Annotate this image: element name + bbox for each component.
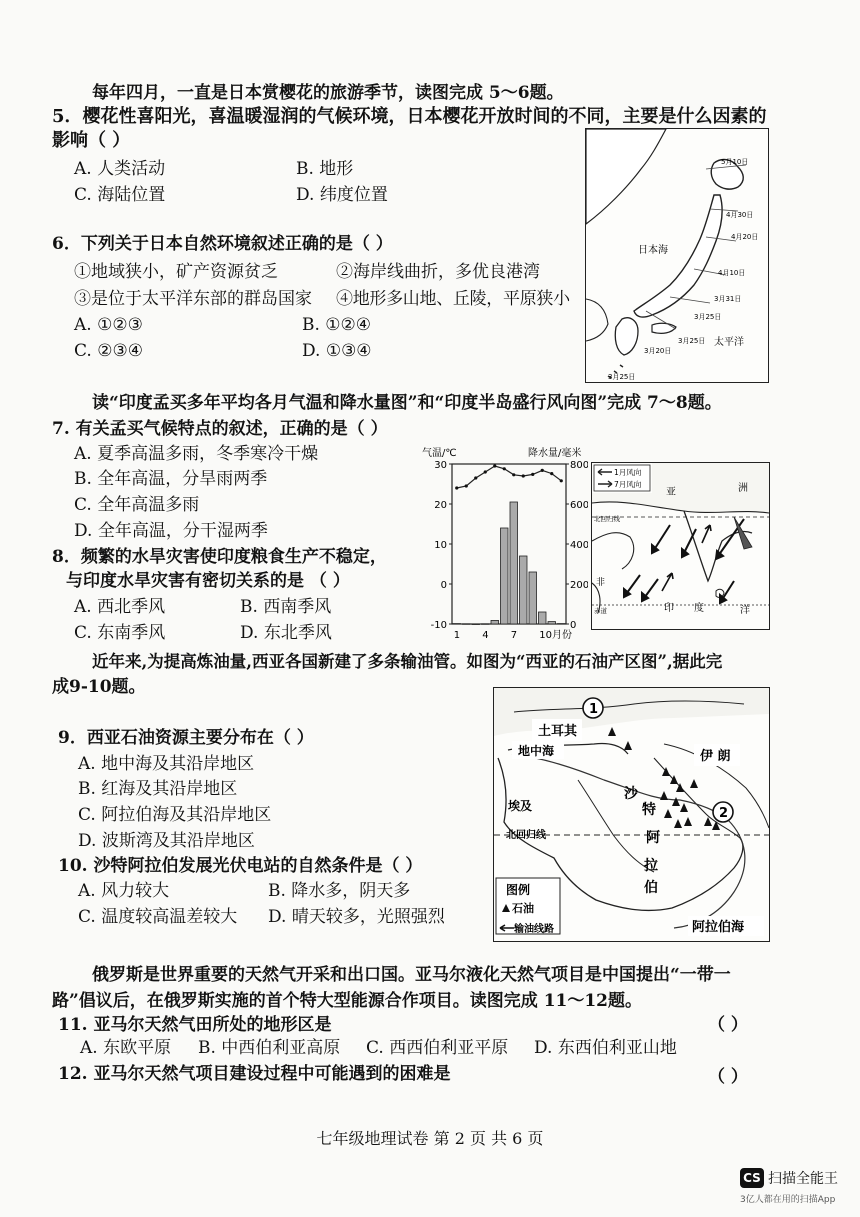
q8-stem-line1: 8．频繁的水旱灾害使印度粮食生产不稳定， <box>52 547 387 567</box>
legend-jul: 7月风向 <box>614 480 642 489</box>
left-axis-label: 气温/℃ <box>422 448 457 459</box>
q12-answer-blank[interactable]: （ ） <box>708 1067 748 1087</box>
precip-bar <box>482 624 490 625</box>
q9-stem: 9．西亚石油资源主要分布在（ ） <box>58 728 314 748</box>
asia-coastline <box>586 129 666 224</box>
intro-russia-line1: 俄罗斯是世界重要的天然气开采和出口国。亚马尔液化天然气项目是中国提出“一带一 <box>92 965 731 985</box>
temp-point <box>484 470 487 473</box>
left-tick-label: 0 <box>440 580 447 591</box>
q5-option-a: A. 人类活动 <box>74 159 166 179</box>
date-label: 4月10日 <box>718 269 746 277</box>
legend-jan: 1月风向 <box>614 468 642 477</box>
q12-stem: 12. 亚马尔天然气项目建设过程中可能遇到的困难是 <box>58 1064 451 1084</box>
precip-bar <box>529 572 537 624</box>
q6-option-c: C. ②③④ <box>74 341 143 361</box>
date-label: 3月31日 <box>714 295 742 303</box>
temp-point <box>474 476 477 479</box>
intro-westasia-line1: 近年来,为提高炼油量,西亚各国新建了多条输油管。如图为“西亚的石油产区图”,据此完 <box>92 652 723 671</box>
q5-option-d: D. 纬度位置 <box>296 185 388 205</box>
sea-of-japan-label: 日本海 <box>638 245 668 256</box>
q6-option-b: B. ①②④ <box>302 315 372 335</box>
q7-option-c: C. 全年高温多雨 <box>74 495 200 515</box>
q7-stem: 7. 有关孟买气候特点的叙述，正确的是（ ） <box>52 419 388 439</box>
right-tick-label: 400 <box>570 540 588 551</box>
q10-option-d: D. 晴天较多，光照强烈 <box>268 907 445 927</box>
q11-stem: 11. 亚马尔天然气田所处的地形区是 <box>58 1015 332 1035</box>
summer-wind-arrows <box>662 525 711 591</box>
intro-sakura: 每年四月，一直是日本赏樱花的旅游季节，读图完成 5～6题。 <box>92 83 564 103</box>
ocean-label-3: 洋 <box>740 605 750 616</box>
x-tick-label: 10月份 <box>539 630 572 641</box>
temperature-line <box>457 466 562 488</box>
q11-option-b: B. 中西伯利亚高原 <box>198 1038 341 1058</box>
x-tick-label: 1 <box>453 630 461 641</box>
q8-option-b: B. 西南季风 <box>240 597 332 617</box>
camscanner-logo-icon: CS <box>740 1168 764 1188</box>
iran-label: 伊 朗 <box>700 749 731 764</box>
left-tick-label: 30 <box>434 460 447 471</box>
date-label: 4月20日 <box>731 233 759 241</box>
q5-option-c: C. 海陆位置 <box>74 185 166 205</box>
q9-option-a: A. 地中海及其沿岸地区 <box>78 754 255 774</box>
date-label: 3月25日 <box>678 337 706 345</box>
arabia-coast <box>592 533 634 569</box>
camscanner-name: 扫描全能王 <box>768 1171 838 1187</box>
q6-statement-2: ②海岸线曲折，多优良港湾 <box>336 262 540 282</box>
legend-pipeline: 输油线路 <box>514 924 554 935</box>
left-tick-label: -10 <box>430 620 447 631</box>
egypt-label: 埃及 <box>508 799 533 813</box>
left-tick-label: 20 <box>434 500 447 511</box>
q7-option-d: D. 全年高温，分干湿两季 <box>74 521 268 541</box>
q11-option-c: C. 西西伯利亚平原 <box>366 1038 509 1058</box>
camscanner-tagline: 3亿人都在用的扫描App <box>740 1195 836 1205</box>
precip-bar <box>463 624 471 625</box>
x-tick-label: 7 <box>510 630 518 641</box>
q9-option-b: B. 红海及其沿岸地区 <box>78 779 238 799</box>
q7-option-a: A. 夏季高温多雨，冬季寒冷干燥 <box>74 444 319 464</box>
plot-frame <box>452 464 566 624</box>
marker-1-label: 1 <box>589 702 599 717</box>
ocean-label-1: 印 <box>664 603 674 614</box>
right-tick-label: 600 <box>570 500 588 511</box>
precip-bar <box>510 502 518 624</box>
date-label: 3月25日 <box>608 373 636 381</box>
precip-bar <box>520 556 528 624</box>
q11-answer-blank[interactable]: （ ） <box>708 1015 748 1035</box>
temp-point <box>550 472 553 475</box>
q6-option-d: D. ①③④ <box>302 341 372 361</box>
turkey-label: 土耳其 <box>538 724 578 739</box>
precip-bar <box>453 624 461 625</box>
precip-bar <box>539 612 547 624</box>
precip-bar <box>472 624 480 625</box>
mumbai-climate-chart <box>418 442 588 642</box>
shikoku <box>652 323 676 333</box>
left-tick-label: 10 <box>434 540 447 551</box>
temp-point <box>531 473 534 476</box>
q6-statement-4: ④地形多山地、丘陵，平原狭小 <box>336 289 570 309</box>
saudi-label-1: 沙 <box>624 786 638 802</box>
intro-india: 读“印度孟买多年平均各月气温和降水量图”和“印度半岛盛行风向图”完成 7～8题。 <box>92 393 722 413</box>
date-label: 3月20日 <box>644 347 672 355</box>
right-axis-label: 降水量/毫米 <box>528 448 582 459</box>
q8-option-a: A. 西北季风 <box>74 597 166 617</box>
honshu <box>634 195 722 317</box>
kyushu <box>615 318 638 355</box>
q5-stem-line1: 5．樱花性喜阳光，喜温暖湿润的气候环境，日本樱花开放时间的不同，主要是什么因素的 <box>52 106 767 127</box>
tropic-label: 北回归线 <box>506 830 546 841</box>
q9-option-c: C. 阿拉伯海及其沿岸地区 <box>78 805 272 825</box>
oil-field-icons <box>608 727 720 830</box>
q6-statement-3: ③是位于太平洋东部的群岛国家 <box>74 289 312 309</box>
continent-label: 洲 <box>738 483 748 494</box>
date-label: 5月10日 <box>721 158 749 166</box>
right-tick-label: 800 <box>570 460 588 471</box>
q5-stem-line2: 影响（ ） <box>52 130 131 151</box>
q10-stem: 10. 沙特阿拉伯发展光伏电站的自然条件是（ ） <box>58 856 423 876</box>
temp-point <box>512 473 515 476</box>
tropic-label: 北回归线 <box>594 515 620 523</box>
q9-option-d: D. 波斯湾及其沿岸地区 <box>78 831 255 851</box>
q11-option-a: A. 东欧平原 <box>80 1038 172 1058</box>
q5-option-b: B. 地形 <box>296 159 354 179</box>
date-label: 4月30日 <box>726 211 754 219</box>
intro-russia-line2: 路”倡议后，在俄罗斯实施的首个特大型能源合作项目。读图完成 11～12题。 <box>52 991 643 1011</box>
west-asia-oil-map <box>493 687 770 942</box>
legend-title: 图例 <box>506 883 531 897</box>
mediterranean-label: 地中海 <box>518 744 555 758</box>
temp-point <box>465 484 468 487</box>
q10-option-c: C. 温度较高温差较大 <box>78 907 238 927</box>
marker-2-label: 2 <box>719 806 729 821</box>
precip-bar <box>501 528 509 624</box>
q6-stem: 6．下列关于日本自然环境叙述正确的是（ ） <box>52 234 393 254</box>
q8-option-d: D. 东北季风 <box>240 623 332 643</box>
page-footer: 七年级地理试卷 第 2 页 共 6 页 <box>316 1129 544 1148</box>
wind-arrows <box>624 519 744 603</box>
intro-westasia-line2: 成9-10题。 <box>52 677 146 697</box>
japan-sakura-map <box>585 128 769 383</box>
equator-label: 赤道 <box>594 607 607 615</box>
q7-option-b: B. 全年高温，分旱雨两季 <box>74 469 268 489</box>
saudi-label-2: 特 <box>642 802 656 818</box>
temp-point <box>493 464 496 467</box>
legend-oil: 石油 <box>512 902 534 915</box>
q6-option-a: A. ①②③ <box>74 315 143 335</box>
date-label: 3月25日 <box>694 313 722 321</box>
africa-label: 非 <box>596 578 606 588</box>
q6-statement-1: ①地域狭小，矿产资源贫乏 <box>74 262 278 282</box>
precip-bar <box>548 622 556 624</box>
saudi-label-4: 拉 <box>644 858 658 874</box>
saudi-label-5: 伯 <box>644 880 658 896</box>
india-wind-map <box>591 462 770 630</box>
precip-bar <box>491 620 499 624</box>
temp-point <box>560 479 563 482</box>
right-tick-label: 200 <box>570 580 588 591</box>
asia-label: 亚 <box>666 487 676 498</box>
saudi-label-3: 阿 <box>646 830 660 846</box>
q8-stem-line2: 与印度水旱灾害有密切关系的是 （ ） <box>66 571 350 591</box>
temp-point <box>503 467 506 470</box>
pacific-label: 太平洋 <box>714 337 744 348</box>
x-tick-label: 4 <box>482 630 489 641</box>
q10-option-a: A. 风力较大 <box>78 881 170 901</box>
arabian-sea-label: 阿拉伯海 <box>692 920 745 935</box>
ocean-label-2: 度 <box>694 603 704 614</box>
q11-option-d: D. 东西伯利亚山地 <box>534 1038 677 1058</box>
q10-option-b: B. 降水多，阴天多 <box>268 881 411 901</box>
precip-bar <box>558 624 566 625</box>
korea-coast <box>586 299 608 341</box>
temp-point <box>455 486 458 489</box>
temp-point <box>541 469 544 472</box>
q8-option-c: C. 东南季风 <box>74 623 166 643</box>
temp-point <box>522 474 525 477</box>
right-tick-label: 0 <box>570 620 577 631</box>
